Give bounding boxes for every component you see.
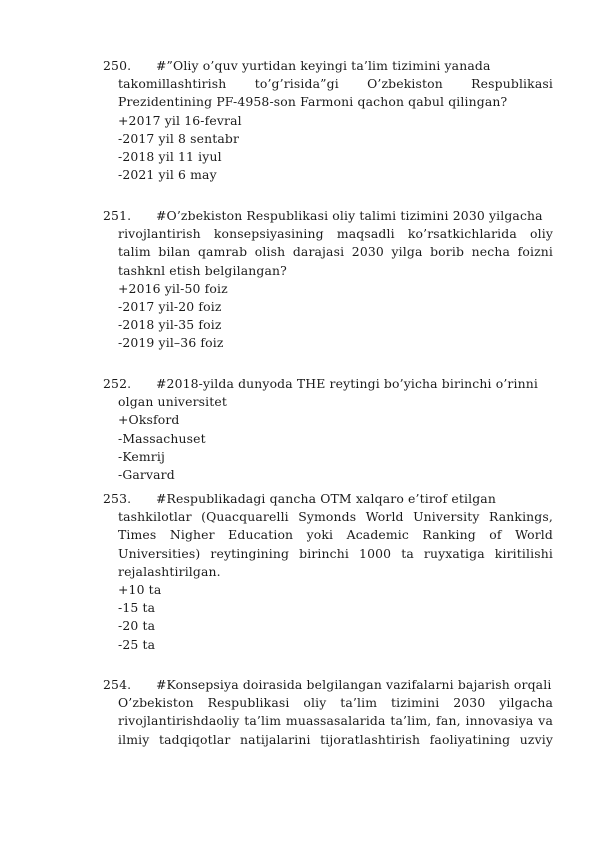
answer-option: -2017 yil 8 sentabr <box>118 130 240 146</box>
question-text-first-line: #Respublikadagi qancha OTM xalqaro e’tirof etilgan <box>156 491 496 506</box>
question-number: 253. <box>103 491 132 506</box>
answer-option: +2016 yil-50 foiz <box>118 280 228 296</box>
question-number: 250. <box>103 58 132 73</box>
answer-option: -2017 yil-20 foiz <box>118 299 222 315</box>
question-number: 252. <box>103 376 132 391</box>
answer-option: -Kemrij <box>118 448 165 464</box>
answer-option: -2018 yil 11 iyul <box>118 149 222 165</box>
answer-option: -Garvard <box>118 467 175 483</box>
question-text-first-line: #”Oliy o’quv yurtidan keyingi ta’lim tizimini yanada <box>156 58 491 73</box>
question-254 <box>103 676 553 749</box>
question-text: tashkilotlar (Quacquarelli Symonds World University Rankings, Times Nigher Education yoki Academic Ranking of World Universities) reytingining birinchi 1000 ta ruyxatiga kiritilishi rejalashtirilgan. <box>118 509 553 579</box>
question-252 <box>103 375 553 484</box>
question-253 <box>103 490 553 654</box>
answer-option: -20 ta <box>118 618 156 634</box>
question-text: olgan universitet <box>118 394 228 410</box>
answer-option: -25 ta <box>118 636 156 652</box>
answer-option: -Massachuset <box>118 430 206 446</box>
question-text-first-line: #2018-yilda dunyoda THE reytingi bo’yicha birinchi o’rinni <box>156 376 538 391</box>
question-text-first-line: #Konsepsiya doirasida belgilangan vazifalarni bajarish orqali <box>156 677 552 692</box>
question-251 <box>103 207 553 353</box>
question-text: O’zbekiston Respublikasi oliy ta’lim tizimini 2030 yilgacha rivojlantirishdaoliy ta’lim muassasalarida ta’lim, fan, innovasiya va ilmiy tadqiqotlar natijalarini tijoratlashtirish faoliyatining uzviy <box>118 695 553 747</box>
answer-option: -2018 yil-35 foiz <box>118 317 222 333</box>
question-text: takomillashtirish to’g’risida”gi O’zbekiston Respublikasi Prezidentining PF-4958-son Farmoni qachon qabul qilingan? <box>118 76 553 110</box>
question-text-first-line: #O’zbekiston Respublikasi oliy talimi tizimini 2030 yilgacha <box>156 208 543 223</box>
answer-option: +2017 yil 16-fevral <box>118 112 242 128</box>
question-number: 254. <box>103 677 132 692</box>
question-number: 251. <box>103 208 132 223</box>
question-text: rivojlantirish konsepsiyasining maqsadli ko’rsatkichlarida oliy talim bilan qamrab olish darajasi 2030 yilga borib necha foizni tashknl etish belgilangan? <box>118 226 553 278</box>
answer-option: +10 ta <box>118 582 162 598</box>
question-250 <box>103 57 553 184</box>
answer-option: +Oksford <box>118 412 180 428</box>
answer-option: -2021 yil 6 may <box>118 167 217 183</box>
answer-option: -15 ta <box>118 600 156 616</box>
answer-option: -2019 yil–36 foiz <box>118 335 224 351</box>
